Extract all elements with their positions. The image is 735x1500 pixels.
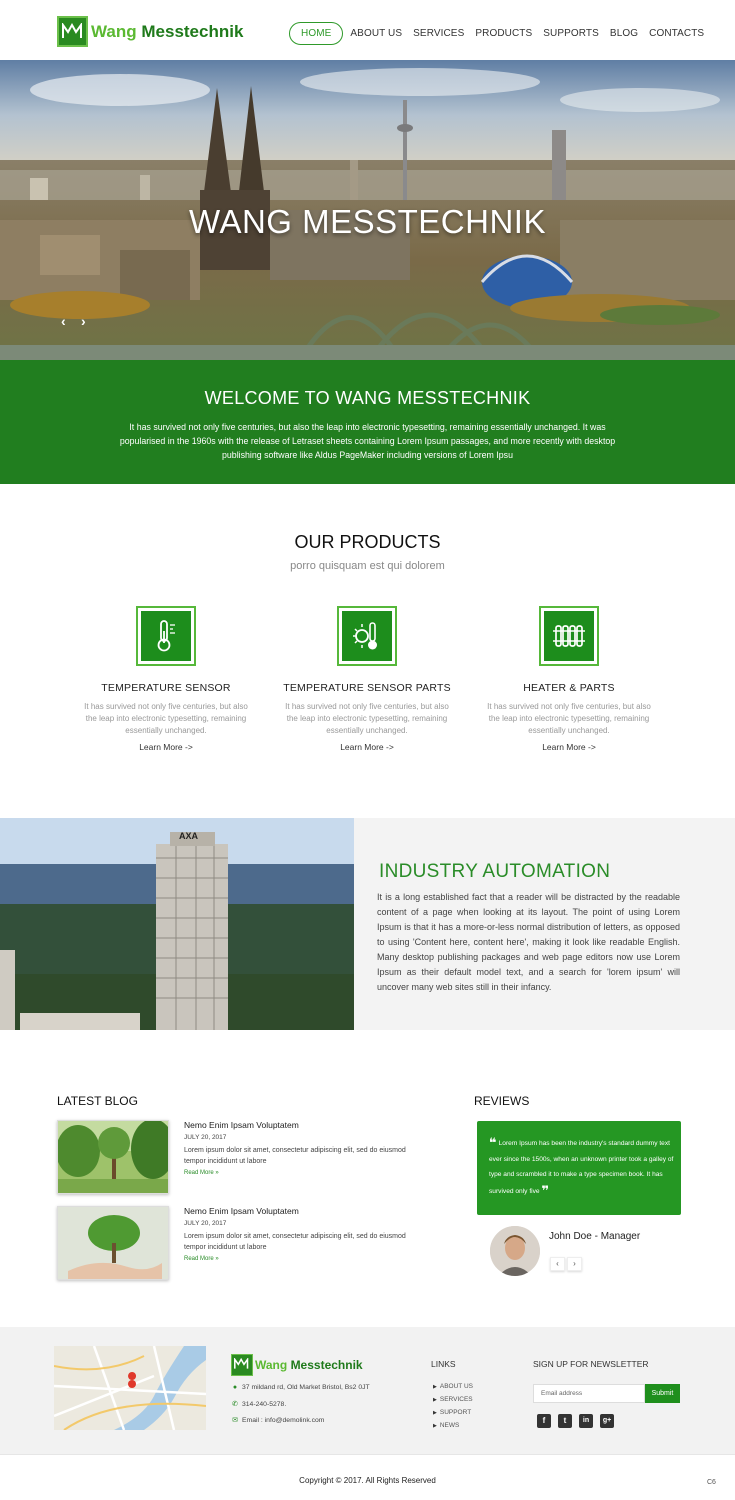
links-title: LINKS — [431, 1359, 456, 1369]
avatar — [490, 1226, 540, 1276]
footer-address: ● 37 mildand rd, Old Market Bristol, Bs2 0JT — [232, 1384, 370, 1391]
map-marker-icon: ● — [232, 1384, 238, 1391]
welcome-text: It has survived not only five centuries, but also the leap into electronic typesetting, remaining essentially unchanged. It was popularised in the 1960s with the release of Letraset sheets containing Lorem Ipsum passages, and more recently with desktop publishing software like Aldus PageMaker including versions of Lorem Ipsu — [119, 422, 616, 460]
nav-home[interactable]: HOME — [289, 22, 343, 45]
facebook-icon[interactable]: f — [537, 1414, 551, 1428]
blog-post-date: JULY 20, 2017 — [184, 1134, 227, 1141]
footer-link-support[interactable]: ▶ SUPPORT — [433, 1409, 472, 1416]
site-logo[interactable] — [57, 16, 243, 47]
thermometer-icon — [136, 606, 196, 666]
blog-thumbnail[interactable] — [57, 1120, 169, 1194]
footer-divider — [0, 1454, 735, 1455]
linkedin-icon[interactable]: in — [579, 1414, 593, 1428]
twitter-icon[interactable]: t — [558, 1414, 572, 1428]
industry-section — [354, 818, 735, 1030]
footer-link-services[interactable]: ▶ SERVICES — [433, 1396, 473, 1403]
product-learn-more-link[interactable]: Learn More -> — [542, 742, 596, 752]
welcome-section — [0, 360, 735, 484]
phone-icon: ✆ — [232, 1401, 238, 1408]
industry-image — [0, 818, 354, 1030]
corner-label: C6 — [707, 1479, 716, 1486]
building-sign: AXA — [179, 831, 199, 841]
caret-right-icon: ▶ — [433, 1410, 437, 1416]
reviews-title: REVIEWS — [474, 1094, 530, 1108]
product-title: HEATER & PARTS — [523, 682, 615, 694]
caret-right-icon: ▶ — [433, 1423, 437, 1429]
nav-about-us[interactable]: ABOUT US — [350, 28, 403, 39]
welcome-title: WELCOME TO WANG MESSTECHNIK — [204, 388, 531, 408]
reviewer-name: John Doe - Manager — [549, 1231, 641, 1242]
footer-phone: ✆ 314-240-5278. — [232, 1400, 287, 1408]
footer-email[interactable]: ✉ Email : info@demolink.com — [232, 1416, 325, 1424]
hero-slider — [0, 60, 735, 360]
open-quote-icon: ❝ — [489, 1135, 497, 1150]
close-quote-icon: ❞ — [541, 1182, 550, 1198]
review-text: Lorem Ipsum has been the industry's standard dummy text ever since the 1500s, when an unknown printer took a galley of type and scrambled it to make a type specimen book. It has survived only five — [489, 1140, 674, 1195]
product-desc: It has survived not only five centuries, but also the leap into electronic typesetting, remaining essentially unchanged. — [487, 702, 651, 735]
sun-thermometer-icon — [337, 606, 397, 666]
footer-link-about-us[interactable]: ▶ ABOUT US — [433, 1383, 473, 1390]
blog-post-title[interactable]: Nemo Enim Ipsam Voluptatem — [184, 1206, 299, 1216]
google-plus-icon[interactable]: g+ — [600, 1414, 614, 1428]
hero-next-arrow-icon[interactable]: › — [81, 313, 86, 329]
radiator-icon — [539, 606, 599, 666]
product-desc: It has survived not only five centuries, but also the leap into electronic typesetting, remaining essentially unchanged. — [285, 702, 449, 735]
product-learn-more-link[interactable]: Learn More -> — [139, 742, 193, 752]
newsletter-submit-button[interactable]: Submit — [645, 1384, 680, 1403]
footer-logo[interactable]: Wang Messtechnik — [231, 1354, 363, 1376]
nav-products[interactable]: PRODUCTS — [475, 28, 533, 39]
products-subtitle: porro quisquam est qui dolorem — [290, 560, 445, 572]
caret-right-icon: ▶ — [433, 1384, 437, 1390]
nav-services[interactable]: SERVICES — [413, 28, 465, 39]
skyscraper-landscape-image — [0, 818, 354, 1030]
location-map[interactable] — [54, 1346, 206, 1430]
review-quote-box — [477, 1121, 681, 1215]
product-title: TEMPERATURE SENSOR — [101, 682, 231, 694]
newsletter-title: SIGN UP FOR NEWSLETTER — [533, 1359, 649, 1369]
industry-text: It is a long established fact that a reader will be distracted by the readable content of a page when looking at its layout. The point of using Lorem Ipsum is that it has a more-or-less normal distribution of letters, as opposed to using 'Content here, content here', making it look like readable English. Many desktop publishing packages and web page editors now use Lorem Ipsum as their default model text, and a search for 'lorem ipsum' will uncover many web sites still in their infancy. — [377, 892, 680, 992]
nav-blog[interactable]: BLOG — [609, 28, 639, 39]
envelope-icon: ✉ — [232, 1417, 238, 1424]
blog-post — [57, 1120, 427, 1194]
products-title: OUR PRODUCTS — [294, 532, 441, 552]
blog-post-excerpt: Lorem ipsum dolor sit amet, consectetur adipiscing elit, sed do eiusmod tempor incididunt ut labore — [184, 1147, 406, 1165]
review-nav — [550, 1257, 584, 1271]
blog-post-excerpt: Lorem ipsum dolor sit amet, consectetur adipiscing elit, sed do eiusmod tempor incididunt ut labore — [184, 1233, 406, 1251]
product-card — [484, 606, 654, 752]
footer-link-news[interactable]: ▶ NEWS — [433, 1422, 460, 1429]
blog-post-date: JULY 20, 2017 — [184, 1220, 227, 1227]
hero-prev-arrow-icon[interactable]: ‹ — [61, 313, 66, 329]
blog-post-title[interactable]: Nemo Enim Ipsam Voluptatem — [184, 1120, 299, 1130]
header — [0, 0, 735, 60]
copyright: Copyright © 2017. All Rights Reserved — [299, 1476, 436, 1485]
review-prev-icon[interactable]: ‹ — [550, 1257, 565, 1271]
product-learn-more-link[interactable]: Learn More -> — [340, 742, 394, 752]
blog-read-more-link[interactable]: Read More » — [184, 1256, 219, 1262]
logo-mark-icon — [57, 16, 88, 47]
product-card — [282, 606, 452, 752]
blog-thumbnail[interactable] — [57, 1206, 169, 1280]
review-quote — [489, 1135, 674, 1199]
nav-supports[interactable]: SUPPORTS — [543, 28, 599, 39]
newsletter-email-input[interactable] — [533, 1384, 645, 1403]
product-desc: It has survived not only five centuries, but also the leap into electronic typesetting, remaining essentially unchanged. — [84, 702, 248, 735]
industry-title: INDUSTRY AUTOMATION — [379, 861, 611, 882]
hero-title: WANG MESSTECHNIK — [189, 203, 546, 240]
nav-contacts[interactable]: CONTACTS — [649, 28, 705, 39]
blog-post — [57, 1206, 427, 1280]
footer-logo-mark-icon — [231, 1354, 253, 1376]
product-title: TEMPERATURE SENSOR PARTS — [283, 682, 451, 694]
caret-right-icon: ▶ — [433, 1397, 437, 1403]
logo-text: Wang Messtechnik — [91, 21, 244, 41]
blog-title: LATEST BLOG — [57, 1094, 138, 1108]
review-next-icon[interactable]: › — [567, 1257, 582, 1271]
product-card — [81, 606, 251, 752]
blog-read-more-link[interactable]: Read More » — [184, 1170, 219, 1176]
main-nav — [289, 22, 704, 45]
